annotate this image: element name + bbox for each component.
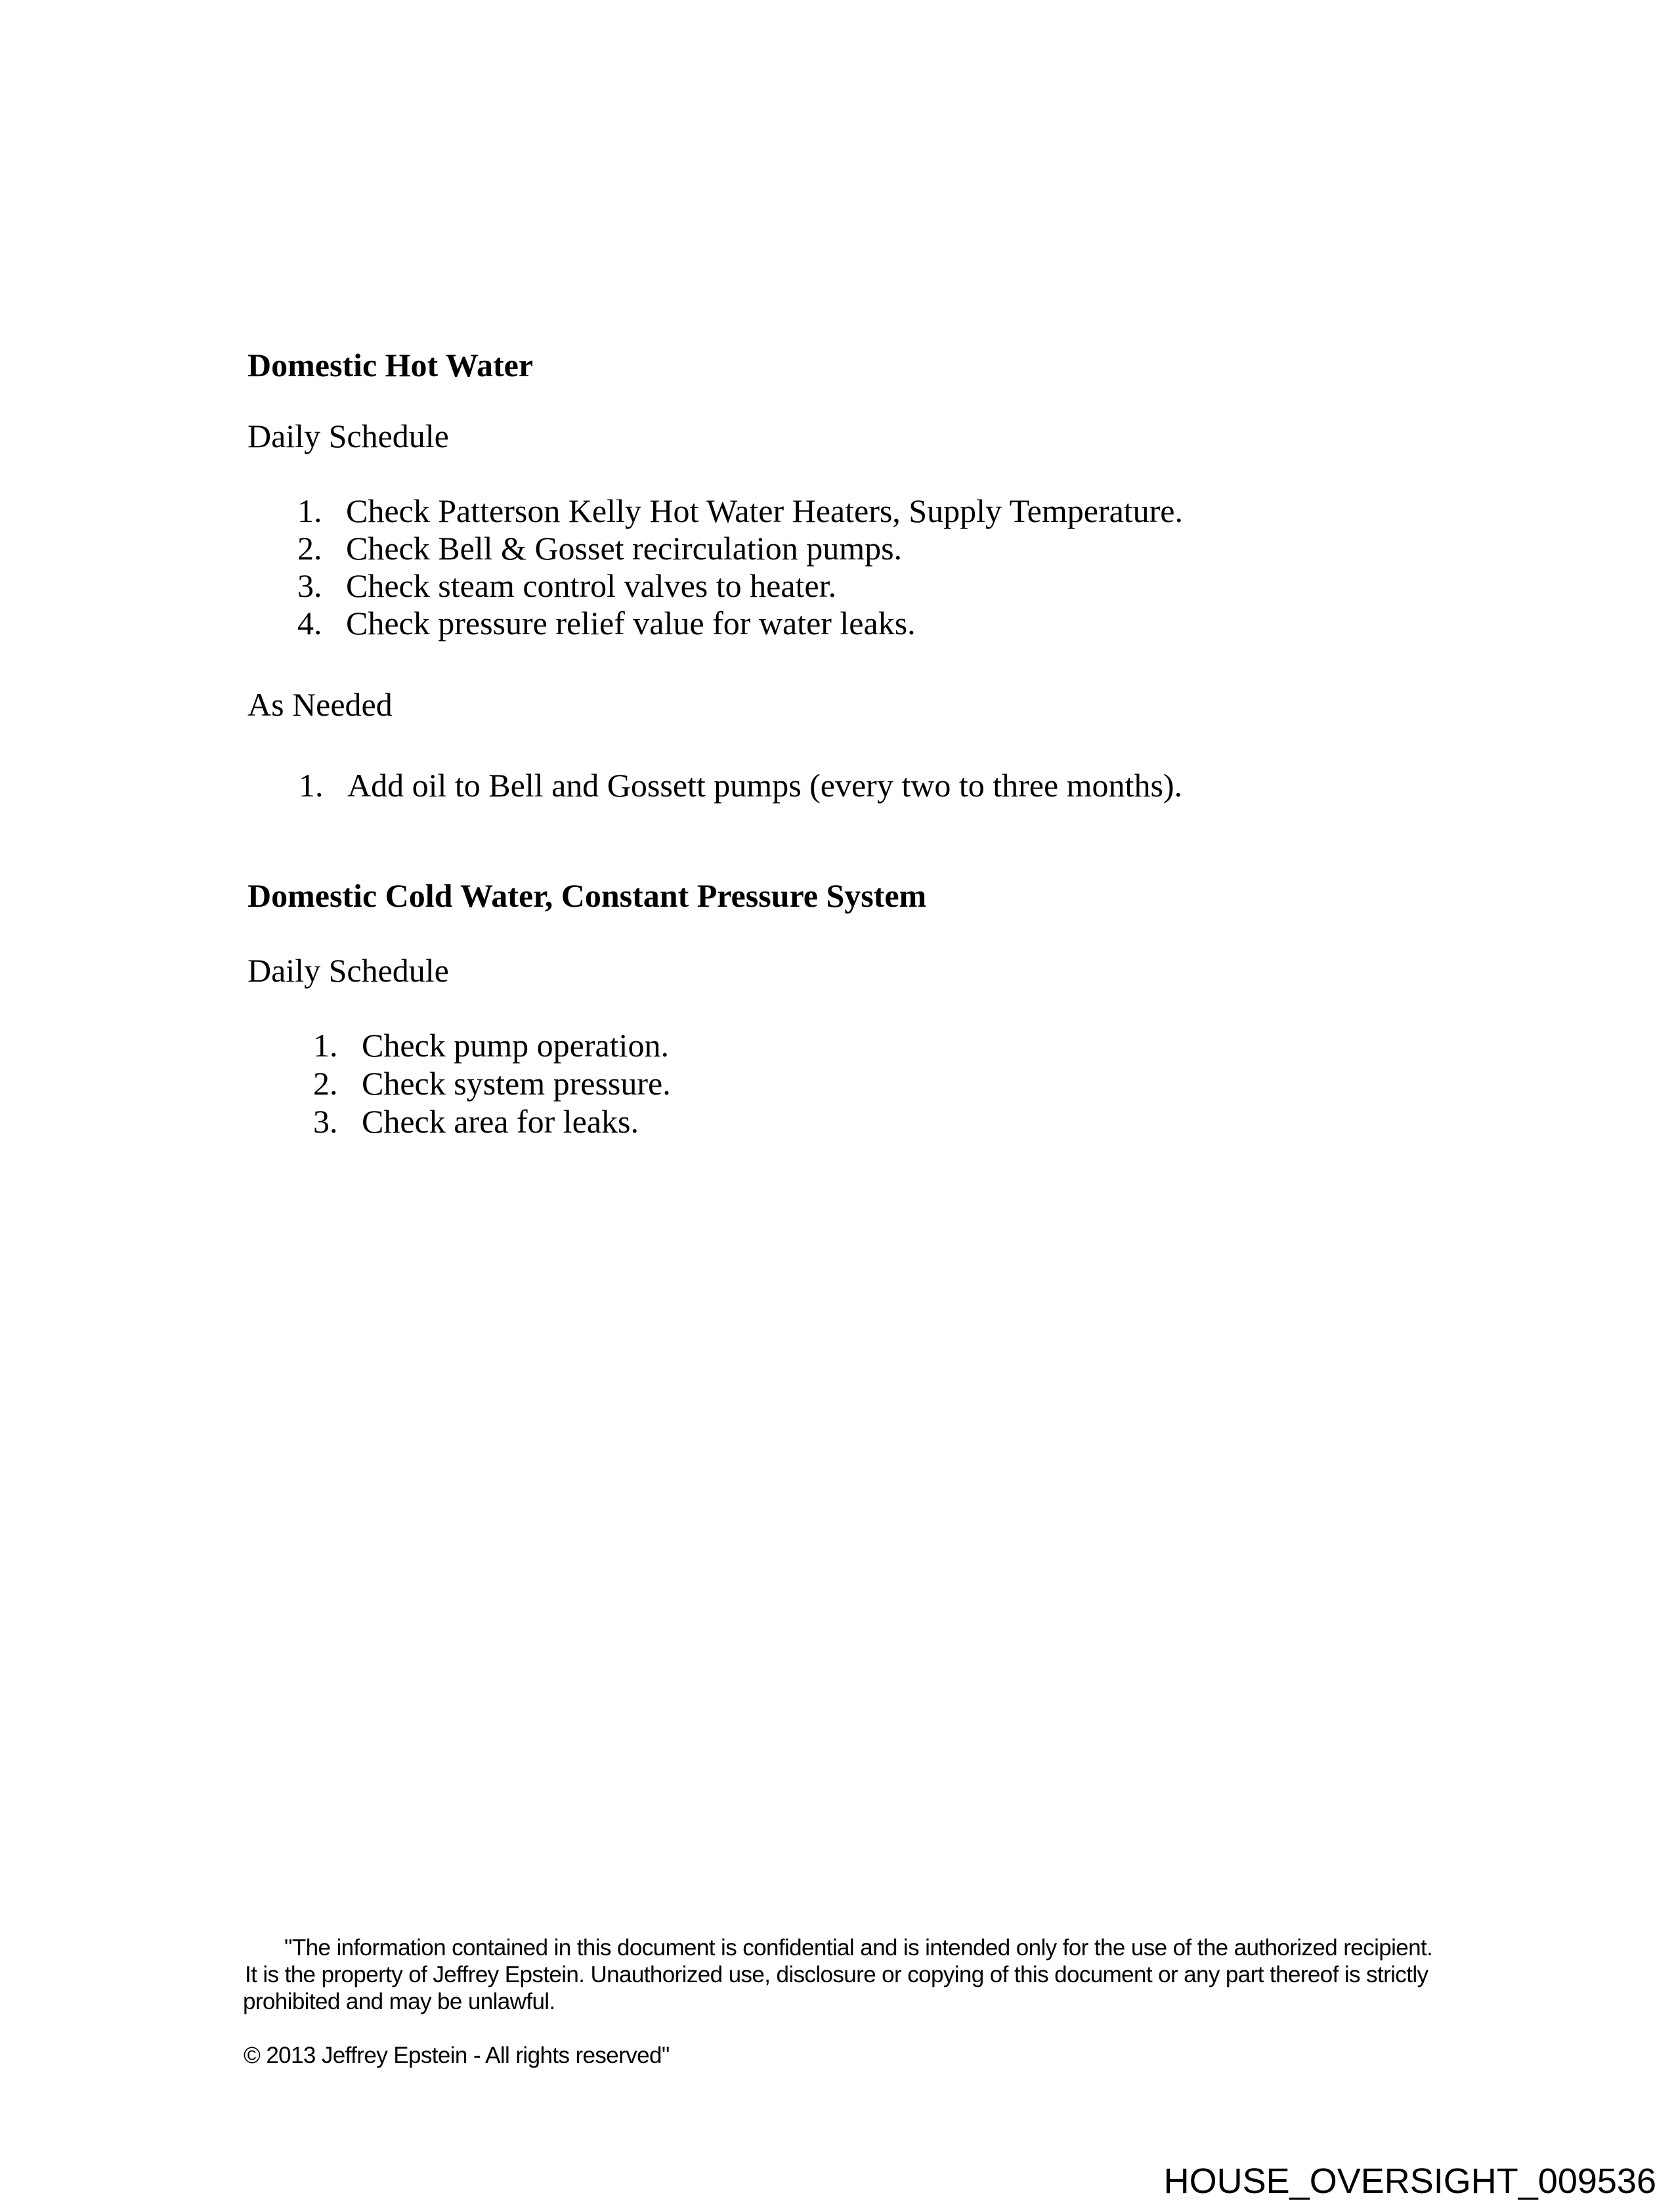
section1-as-needed-label: As Needed — [247, 686, 393, 723]
section2-daily-list — [313, 1026, 671, 1140]
section1-daily-schedule-label: Daily Schedule — [247, 418, 449, 454]
disclaimer-line: "The information contained in this document is confidential and is intended only for the use of the authorized recipient. — [284, 1935, 1433, 1961]
list-item: Add oil to Bell and Gossett pumps (every two to three months). — [347, 767, 1183, 804]
section1-heading: Domestic Hot Water — [247, 347, 534, 383]
list-item: Check steam control valves to heater. — [346, 567, 836, 604]
list-item: Check pump operation. — [362, 1027, 669, 1064]
section1-as-needed-list — [299, 767, 1182, 804]
section2-daily-schedule-label: Daily Schedule — [247, 952, 449, 989]
list-item: Check system pressure. — [362, 1065, 671, 1102]
disclaimer-line: It is the property of Jeffrey Epstein. Unauthorized use, disclosure or copying of this document or any part thereof is strictly — [245, 1962, 1428, 1987]
copyright-line: © 2013 Jeffrey Epstein - All rights reserved" — [244, 2043, 670, 2068]
bates-number: HOUSE_OVERSIGHT_009536 — [1163, 2161, 1656, 2201]
confidentiality-disclaimer — [243, 1934, 1432, 2015]
list-item: Check Bell & Gosset recirculation pumps. — [346, 530, 903, 567]
disclaimer-line: prohibited and may be unlawful. — [243, 1989, 555, 2014]
list-item: Check Patterson Kelly Hot Water Heaters, Supply Temperature. — [346, 492, 1183, 529]
list-item: Check pressure relief value for water leaks. — [346, 605, 916, 641]
section1-daily-list — [297, 492, 1183, 642]
list-item: Check area for leaks. — [362, 1103, 639, 1140]
section2-heading: Domestic Cold Water, Constant Pressure System — [247, 877, 927, 914]
